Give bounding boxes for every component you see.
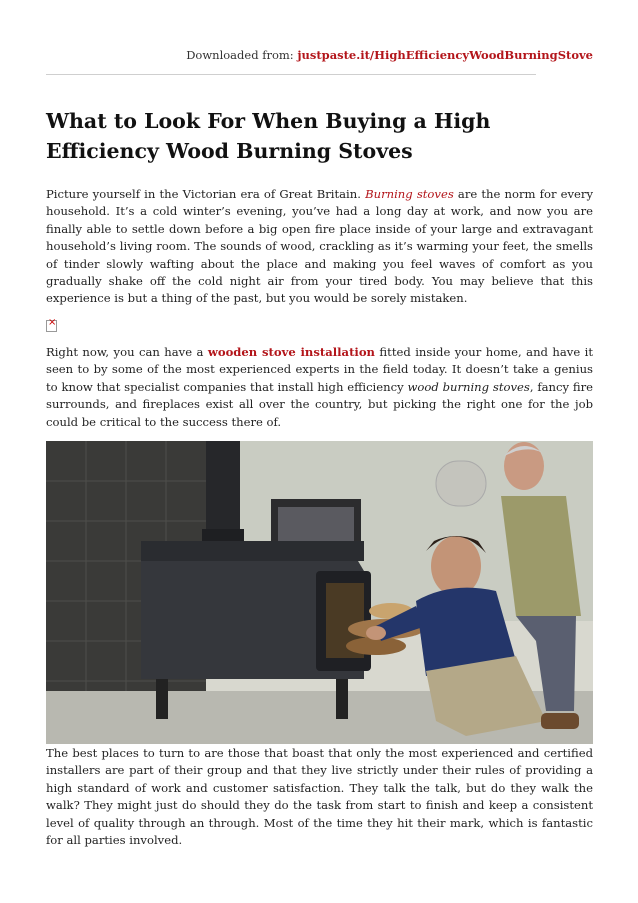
paragraph-text: fitted inside your home, and have it seen to by some of the most experienced experts in the field today. It doesn’t take a genius to know that specialist companies that install high efficiency [46,345,593,394]
source-line [0,48,593,62]
paragraph-installation [46,344,593,431]
burning-stoves-link[interactable]: Burning stoves [365,187,454,201]
emphasis-text: wood burning stoves [407,379,530,394]
header-divider [46,74,536,75]
broken-image-icon [46,320,57,332]
paragraph-text: Picture yourself in the Victorian era of Great Britain. [46,187,366,201]
paragraph-text: , fancy fire surrounds, and fireplaces exist all over the country, but picking the right one for the job could be critical to the success there of. [46,379,593,429]
stove-photo-illustration [46,441,593,744]
article-title: What to Look For When Buying a High Efficiency Wood Burning Stoves [46,109,491,163]
source-link[interactable]: justpaste.it/HighEfficiencyWoodBurningStove [297,48,593,62]
downloaded-label: Downloaded from: [186,48,294,62]
paragraph-intro [46,186,593,308]
wooden-stove-installation-link[interactable]: wooden stove installation [207,345,375,359]
paragraph-text: are the norm for every household. It’s a cold winter’s evening, you’ve had a long day at work, and now you are finally able to settle down before a big open fire place inside of your large and extravagant household’s living room. The sounds of wood, crackling as it’s warming your feet, the smells of tinder slowly wafting about the place and making you feel waves of comfort as you gradually shake off the cold night air from your tired body. You may believe that this experience is but a thing of the past, but you would be sorely mistaken. [46,187,594,306]
paragraph-text: Right now, you can have a [46,345,208,359]
paragraph-best-places: The best places to turn to are those that boast that only the most experienced and certified installers are part of their group and that they live strictly under their rules of providing a high standard of work and customer satisfaction. They talk the talk, but do they walk the walk? They might just do should they do the task from start to finish and keep a consistent level of quality through an through. Most of the time they hit their mark, which is fantastic for all parties involved. [46,746,593,848]
stove-photo [46,441,593,744]
